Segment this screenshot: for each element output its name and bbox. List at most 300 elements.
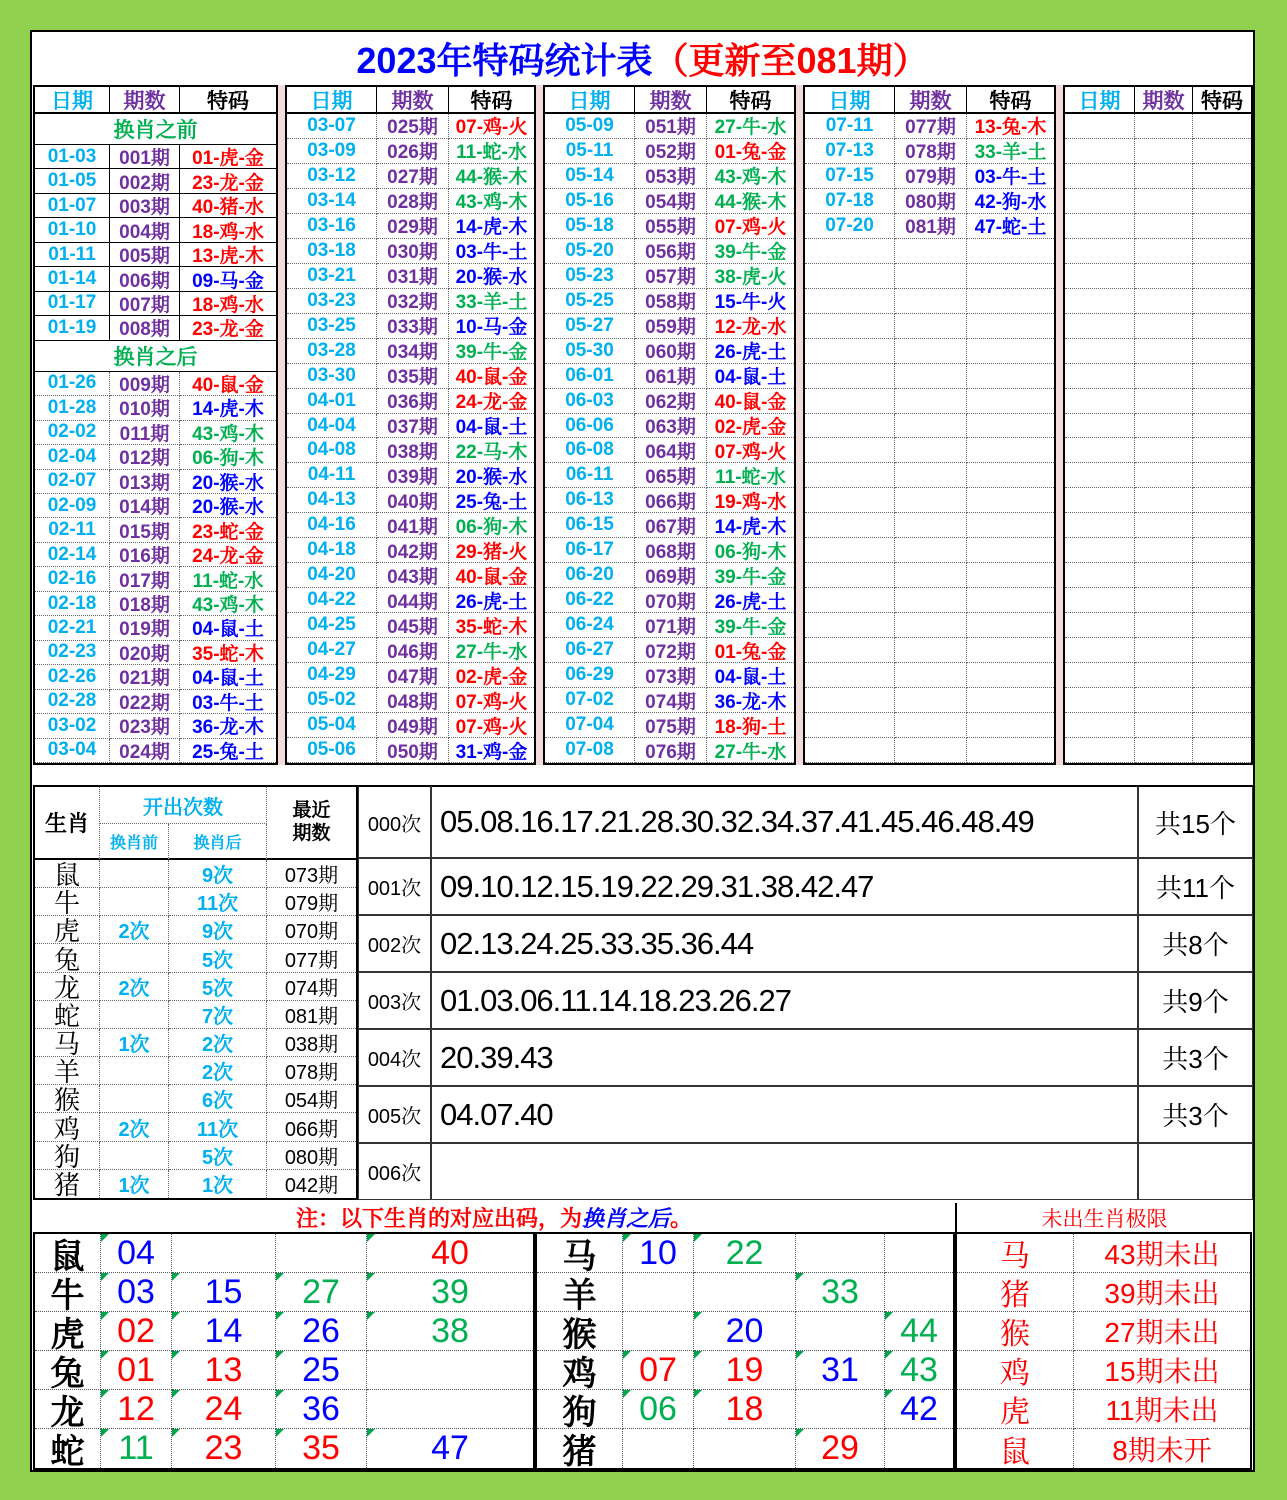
zodiac-number-table-right <box>535 1232 955 1470</box>
issue-cell <box>895 638 967 663</box>
recent-issue-cell: 066期 <box>267 1113 356 1141</box>
issue-cell <box>895 713 967 738</box>
number-cell <box>796 1312 885 1351</box>
zodiac-cell: 猪 <box>35 1170 100 1198</box>
date-cell: 03-25 <box>287 314 377 339</box>
date-cell: 06-27 <box>545 638 635 663</box>
issue-cell: 018期 <box>110 592 180 616</box>
column-header-issue: 期数 <box>1135 87 1193 114</box>
number-cell: 11 <box>101 1429 172 1468</box>
code-cell: 27-牛-水 <box>707 738 794 763</box>
date-cell <box>1065 339 1135 364</box>
issue-cell: 048期 <box>377 688 449 713</box>
number-cell: 39 <box>367 1273 533 1312</box>
date-cell <box>1065 314 1135 339</box>
frequency-numbers <box>431 1143 1138 1200</box>
issue-cell: 002期 <box>110 169 180 193</box>
recent-issue-cell: 078期 <box>267 1057 356 1085</box>
before-change-header: 换肖前 <box>100 824 169 860</box>
code-cell: 40-鼠-金 <box>707 389 794 414</box>
date-cell <box>1065 738 1135 763</box>
date-cell <box>805 289 895 314</box>
issue-cell <box>895 239 967 264</box>
issue-cell: 065期 <box>635 463 707 488</box>
date-cell: 05-02 <box>287 688 377 713</box>
date-cell: 05-18 <box>545 214 635 239</box>
date-cell: 03-16 <box>287 214 377 239</box>
code-cell <box>1193 563 1251 588</box>
number-cell <box>796 1390 885 1429</box>
date-cell: 05-11 <box>545 139 635 164</box>
issue-cell <box>895 364 967 389</box>
code-cell <box>1193 663 1251 688</box>
date-cell: 02-14 <box>35 543 110 567</box>
number-cell: 42 <box>885 1390 953 1429</box>
code-cell <box>967 414 1054 439</box>
date-cell <box>805 364 895 389</box>
frequency-label: 006次 <box>358 1143 431 1200</box>
date-cell <box>805 638 895 663</box>
issue-cell: 010期 <box>110 396 180 420</box>
issue-cell <box>1135 463 1193 488</box>
code-cell: 26-虎-土 <box>707 339 794 364</box>
limit-zodiac-cell: 猪 <box>957 1273 1074 1312</box>
issue-cell <box>1135 364 1193 389</box>
code-cell: 04-鼠-土 <box>449 414 534 439</box>
date-cell: 07-02 <box>545 688 635 713</box>
number-cell: 15 <box>172 1273 276 1312</box>
date-cell <box>805 688 895 713</box>
issue-cell: 047期 <box>377 663 449 688</box>
code-cell: 44-猴-木 <box>449 164 534 189</box>
code-cell <box>1193 463 1251 488</box>
issue-cell: 064期 <box>635 438 707 463</box>
date-cell: 02-18 <box>35 592 110 616</box>
frequency-count: 共11个 <box>1138 858 1253 915</box>
date-cell <box>1065 513 1135 538</box>
before-count-cell <box>100 888 169 916</box>
date-cell <box>805 314 895 339</box>
number-cell: 47 <box>367 1429 533 1468</box>
code-cell: 43-鸡-木 <box>180 421 276 445</box>
frequency-count: 共8个 <box>1138 915 1253 972</box>
date-cell <box>805 389 895 414</box>
date-cell: 03-18 <box>287 239 377 264</box>
code-cell <box>967 663 1054 688</box>
after-count-cell: 2次 <box>169 1057 267 1085</box>
code-cell: 27-牛-水 <box>449 638 534 663</box>
issue-cell <box>895 463 967 488</box>
code-cell: 04-鼠-土 <box>180 665 276 689</box>
frequency-table <box>358 785 1253 1200</box>
issue-cell <box>1135 289 1193 314</box>
date-cell: 04-04 <box>287 414 377 439</box>
date-cell: 03-02 <box>35 714 110 738</box>
recent-issue-cell: 077期 <box>267 944 356 972</box>
number-cell: 23 <box>172 1429 276 1468</box>
code-cell <box>967 738 1054 763</box>
date-cell: 01-05 <box>35 169 110 193</box>
limit-text-cell: 8期未开 <box>1112 1434 1212 1466</box>
date-cell: 05-04 <box>287 713 377 738</box>
date-cell: 02-16 <box>35 567 110 591</box>
date-cell: 07-18 <box>805 189 895 214</box>
after-count-cell: 5次 <box>169 944 267 972</box>
code-cell: 29-猪-火 <box>449 538 534 563</box>
section-header: 换肖之后 <box>35 341 276 372</box>
code-cell <box>1193 389 1251 414</box>
code-cell: 25-兔-土 <box>180 739 276 763</box>
issue-cell <box>1135 488 1193 513</box>
code-cell <box>967 713 1054 738</box>
number-cell <box>276 1234 367 1273</box>
date-cell <box>1065 289 1135 314</box>
number-cell: 22 <box>694 1234 796 1273</box>
before-count-cell: 1次 <box>100 1029 169 1057</box>
number-cell: 43 <box>885 1351 953 1390</box>
date-cell: 05-25 <box>545 289 635 314</box>
number-cell: 13 <box>172 1351 276 1390</box>
issue-cell: 020期 <box>110 641 180 665</box>
after-count-cell: 1次 <box>169 1170 267 1198</box>
issue-cell: 066期 <box>635 488 707 513</box>
issue-cell: 033期 <box>377 314 449 339</box>
code-cell: 36-龙-木 <box>180 714 276 738</box>
code-cell <box>1193 214 1251 239</box>
code-cell <box>1193 114 1251 139</box>
zodiac-stats-section <box>32 785 1253 1200</box>
issue-cell: 073期 <box>635 663 707 688</box>
before-count-cell <box>100 1001 169 1029</box>
code-cell <box>1193 339 1251 364</box>
column-header-code: 特码 <box>449 87 534 114</box>
title-update-badge: （更新至081期） <box>652 39 929 81</box>
issue-cell: 027期 <box>377 164 449 189</box>
recent-issue-cell: 042期 <box>284 1175 339 1198</box>
date-cell: 01-11 <box>35 243 110 267</box>
issue-cell: 075期 <box>635 713 707 738</box>
date-cell <box>1065 239 1135 264</box>
date-cell: 06-11 <box>545 463 635 488</box>
issue-cell: 023期 <box>110 714 180 738</box>
code-cell: 09-马-金 <box>180 267 276 291</box>
issue-cell <box>1135 638 1193 663</box>
number-cell: 14 <box>172 1312 276 1351</box>
count-header: 开出次数 <box>100 787 267 824</box>
date-cell <box>1065 189 1135 214</box>
code-cell <box>1193 364 1251 389</box>
after-count-cell: 7次 <box>169 1001 267 1029</box>
issue-cell: 056期 <box>635 239 707 264</box>
date-cell: 05-14 <box>545 164 635 189</box>
date-cell: 06-01 <box>545 364 635 389</box>
issue-cell <box>1135 588 1193 613</box>
code-cell <box>1193 164 1251 189</box>
code-cell: 38-虎-火 <box>707 264 794 289</box>
date-cell: 06-24 <box>545 613 635 638</box>
number-cell: 31 <box>796 1351 885 1390</box>
date-cell: 06-20 <box>545 563 635 588</box>
issue-cell: 043期 <box>377 563 449 588</box>
issue-cell: 005期 <box>110 243 180 267</box>
issue-cell <box>1135 114 1193 139</box>
code-cell: 39-牛-金 <box>707 239 794 264</box>
date-cell: 02-28 <box>35 690 110 714</box>
date-cell <box>1065 488 1135 513</box>
date-cell <box>1065 713 1135 738</box>
code-cell: 04-鼠-土 <box>707 364 794 389</box>
issue-cell: 081期 <box>895 214 967 239</box>
code-cell <box>1193 438 1251 463</box>
issue-cell: 042期 <box>377 538 449 563</box>
column-header-code: 特码 <box>707 87 794 114</box>
date-cell <box>1065 538 1135 563</box>
date-cell: 04-29 <box>287 663 377 688</box>
date-cell <box>805 588 895 613</box>
issue-cell <box>1135 563 1193 588</box>
number-cell <box>796 1234 885 1273</box>
issue-cell: 040期 <box>377 488 449 513</box>
code-cell: 33-羊-土 <box>967 139 1054 164</box>
date-cell: 07-15 <box>805 164 895 189</box>
date-cell <box>805 264 895 289</box>
unseen-zodiac-limits-table <box>955 1232 1252 1470</box>
code-cell <box>967 289 1054 314</box>
number-cell <box>694 1273 796 1312</box>
issue-cell <box>1135 214 1193 239</box>
period-table-group-1 <box>33 85 278 765</box>
code-cell: 26-虎-土 <box>449 588 534 613</box>
code-cell <box>1193 289 1251 314</box>
code-cell: 01-兔-金 <box>707 638 794 663</box>
period-table-group-2 <box>285 85 536 765</box>
code-cell <box>967 239 1054 264</box>
issue-cell: 061期 <box>635 364 707 389</box>
code-cell: 40-猪-水 <box>180 194 276 218</box>
frequency-count <box>1138 1143 1253 1200</box>
date-cell: 03-09 <box>287 139 377 164</box>
number-cell: 18 <box>694 1390 796 1429</box>
zodiac-cell: 鸡 <box>537 1351 623 1390</box>
code-cell: 42-狗-水 <box>967 189 1054 214</box>
zodiac-cell: 羊 <box>537 1273 623 1312</box>
code-cell: 14-虎-木 <box>707 513 794 538</box>
code-cell <box>1193 588 1251 613</box>
after-count-cell: 9次 <box>169 916 267 944</box>
code-cell: 10-马-金 <box>449 314 534 339</box>
zodiac-cell: 牛 <box>35 1273 101 1312</box>
date-cell: 04-13 <box>287 488 377 513</box>
column-header-date: 日期 <box>1065 87 1135 114</box>
issue-cell: 039期 <box>377 463 449 488</box>
zodiac-cell: 蛇 <box>35 1429 101 1468</box>
issue-cell <box>895 389 967 414</box>
date-cell <box>805 663 895 688</box>
code-cell: 40-鼠-金 <box>180 372 276 396</box>
date-cell: 02-21 <box>35 616 110 640</box>
zodiac-cell: 马 <box>35 1029 100 1057</box>
code-cell <box>1193 264 1251 289</box>
after-count-cell: 11次 <box>169 1113 267 1141</box>
date-cell: 04-22 <box>287 588 377 613</box>
issue-cell: 072期 <box>635 638 707 663</box>
issue-cell: 049期 <box>377 713 449 738</box>
issue-cell <box>895 588 967 613</box>
number-cell: 06 <box>623 1390 694 1429</box>
period-table-group-5 <box>1063 85 1253 765</box>
code-cell <box>1193 688 1251 713</box>
date-cell <box>1065 638 1135 663</box>
date-cell <box>805 513 895 538</box>
zodiac-cell: 蛇 <box>35 1001 100 1029</box>
issue-cell: 074期 <box>635 688 707 713</box>
zodiac-cell: 虎 <box>35 916 100 944</box>
zodiac-cell: 虎 <box>35 1312 101 1351</box>
separator-strip <box>796 85 803 765</box>
issue-cell: 003期 <box>110 194 180 218</box>
frequency-numbers: 05.08.16.17.21.28.30.32.34.37.41.45.46.48.49 <box>431 785 1138 858</box>
number-cell: 10 <box>623 1234 694 1273</box>
date-cell: 07-20 <box>805 214 895 239</box>
zodiac-cell: 猴 <box>35 1085 100 1113</box>
code-cell: 13-虎-木 <box>180 243 276 267</box>
column-header-code: 特码 <box>1193 87 1251 114</box>
issue-cell <box>895 513 967 538</box>
number-cell: 24 <box>172 1390 276 1429</box>
column-header-date: 日期 <box>805 87 895 114</box>
date-cell: 02-02 <box>35 421 110 445</box>
date-cell: 01-17 <box>35 292 110 316</box>
date-cell <box>1065 688 1135 713</box>
date-cell <box>805 713 895 738</box>
code-cell: 18-鸡-水 <box>180 218 276 242</box>
frequency-label: 001次 <box>358 858 431 915</box>
frequency-numbers: 04.07.40 <box>431 1086 1138 1143</box>
date-cell: 04-16 <box>287 513 377 538</box>
issue-cell: 012期 <box>110 445 180 469</box>
code-cell: 22-马-木 <box>449 438 534 463</box>
code-cell: 01-兔-金 <box>707 139 794 164</box>
date-cell <box>1065 139 1135 164</box>
code-cell: 35-蛇-木 <box>449 613 534 638</box>
issue-cell: 021期 <box>110 665 180 689</box>
date-cell <box>1065 588 1135 613</box>
issue-cell: 051期 <box>635 114 707 139</box>
date-cell: 05-16 <box>545 189 635 214</box>
code-cell: 18-狗-土 <box>707 713 794 738</box>
issue-cell <box>895 563 967 588</box>
frequency-label: 005次 <box>358 1086 431 1143</box>
date-cell: 01-07 <box>35 194 110 218</box>
issue-cell <box>895 538 967 563</box>
date-cell <box>805 463 895 488</box>
number-cell: 26 <box>276 1312 367 1351</box>
number-cell: 29 <box>796 1429 885 1468</box>
date-cell: 02-11 <box>35 518 110 542</box>
after-count-cell: 11次 <box>169 888 267 916</box>
issue-cell: 032期 <box>377 289 449 314</box>
date-cell <box>1065 438 1135 463</box>
date-cell: 03-28 <box>287 339 377 364</box>
issue-cell: 046期 <box>377 638 449 663</box>
code-cell: 07-鸡-火 <box>707 438 794 463</box>
before-count-cell <box>100 1085 169 1113</box>
code-cell: 40-鼠-金 <box>449 364 534 389</box>
before-count-cell <box>100 1142 169 1170</box>
code-cell: 23-蛇-金 <box>180 518 276 542</box>
code-cell: 06-狗-木 <box>449 513 534 538</box>
issue-cell: 036期 <box>377 389 449 414</box>
date-cell: 05-23 <box>545 264 635 289</box>
date-cell: 03-04 <box>35 739 110 763</box>
code-cell: 06-狗-木 <box>180 445 276 469</box>
code-cell <box>967 314 1054 339</box>
section-header: 换肖之前 <box>35 114 276 145</box>
issue-cell: 050期 <box>377 738 449 763</box>
date-cell: 01-03 <box>35 145 110 169</box>
number-cell: 02 <box>101 1312 172 1351</box>
code-cell: 31-鸡-金 <box>449 738 534 763</box>
issue-cell: 055期 <box>635 214 707 239</box>
code-cell: 06-狗-木 <box>707 538 794 563</box>
number-cell: 44 <box>885 1312 953 1351</box>
zodiac-cell: 羊 <box>35 1057 100 1085</box>
code-cell: 20-猴-水 <box>449 463 534 488</box>
bottom-section <box>32 1203 1253 1470</box>
issue-cell <box>1135 438 1193 463</box>
code-cell: 04-鼠-土 <box>180 616 276 640</box>
code-cell <box>967 563 1054 588</box>
date-cell: 03-21 <box>287 264 377 289</box>
after-count-cell: 6次 <box>169 1085 267 1113</box>
code-cell: 27-牛-水 <box>707 114 794 139</box>
date-cell: 04-25 <box>287 613 377 638</box>
zodiac-cell: 猪 <box>537 1429 623 1468</box>
note-highlight: 换肖之后 <box>581 1206 670 1231</box>
code-cell <box>967 588 1054 613</box>
code-cell: 39-牛-金 <box>707 563 794 588</box>
code-cell: 24-龙-金 <box>180 543 276 567</box>
code-cell <box>1193 139 1251 164</box>
issue-cell: 035期 <box>377 364 449 389</box>
recent-issue-header: 最近 期数 <box>267 787 356 860</box>
column-header-code: 特码 <box>180 87 276 114</box>
column-header-issue: 期数 <box>895 87 967 114</box>
issue-cell: 026期 <box>377 139 449 164</box>
before-count-cell <box>100 944 169 972</box>
code-cell <box>967 339 1054 364</box>
issue-cell: 062期 <box>635 389 707 414</box>
title-main: 2023年特码统计表 <box>356 39 653 81</box>
before-count-cell: 2次 <box>100 916 169 944</box>
frequency-numbers: 20.39.43 <box>431 1029 1138 1086</box>
issue-cell <box>1135 239 1193 264</box>
code-cell: 03-牛-土 <box>449 239 534 264</box>
issue-cell: 014期 <box>110 494 180 518</box>
date-cell <box>1065 613 1135 638</box>
limits-title: 未出生肖极限 <box>955 1203 1252 1232</box>
number-cell: 36 <box>276 1390 367 1429</box>
date-cell <box>805 738 895 763</box>
date-cell: 03-23 <box>287 289 377 314</box>
issue-cell: 017期 <box>110 567 180 591</box>
before-count-cell: 2次 <box>100 1113 169 1141</box>
issue-cell <box>895 289 967 314</box>
recent-issue-cell: 054期 <box>267 1085 356 1113</box>
number-cell: 07 <box>623 1351 694 1390</box>
frequency-numbers: 09.10.12.15.19.22.29.31.38.42.47 <box>431 858 1138 915</box>
issue-cell: 054期 <box>635 189 707 214</box>
